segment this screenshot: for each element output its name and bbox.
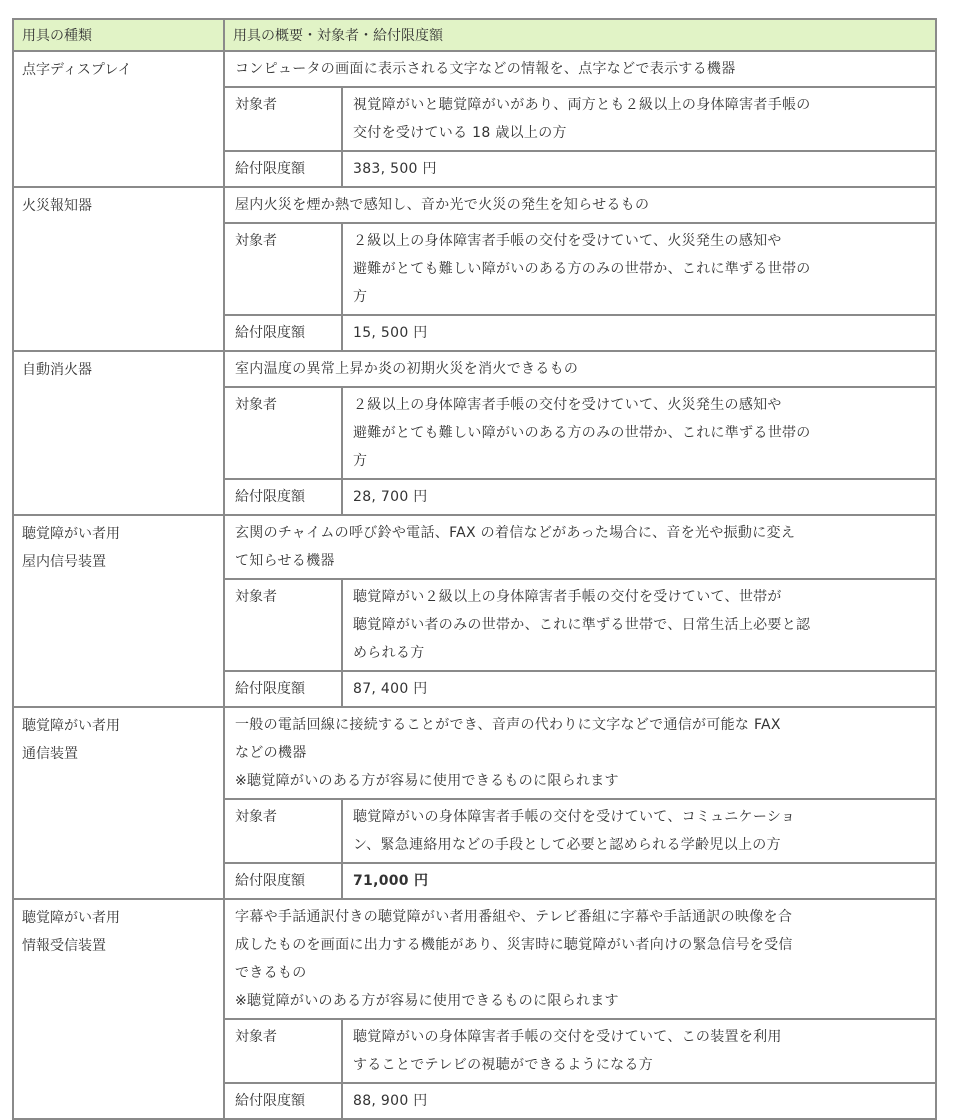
equipment-row xyxy=(13,351,936,515)
equipment-name-line: 屋内信号装置 xyxy=(22,554,106,570)
target-row xyxy=(225,578,935,670)
limit-label: 給付限度額 xyxy=(225,672,343,706)
target-label: 対象者 xyxy=(225,388,343,478)
equipment-row xyxy=(13,707,936,899)
target-line: 避難がとても難しい障がいのある方のみの世帯か、これに準ずる世帯の xyxy=(353,261,811,277)
equipment-name-line: 聴覚障がい者用 xyxy=(22,526,120,542)
target-value xyxy=(343,88,935,150)
limit-label: 給付限度額 xyxy=(225,864,343,898)
equipment-details xyxy=(224,187,936,351)
target-row xyxy=(225,386,935,478)
header-overview: 用具の概要・対象者・給付限度額 xyxy=(224,19,936,51)
description-line: 成したものを画面に出力する機能があり、災害時に聴覚障がい者向けの緊急信号を受信 xyxy=(235,937,793,953)
limit-row xyxy=(225,670,935,706)
equipment-description xyxy=(225,516,935,578)
equipment-row xyxy=(13,899,936,1119)
target-row xyxy=(225,798,935,862)
target-label: 対象者 xyxy=(225,580,343,670)
target-value xyxy=(343,580,935,670)
equipment-name-line: 情報受信装置 xyxy=(22,938,106,954)
equipment-name xyxy=(13,707,224,899)
description-line: コンピュータの画面に表示される文字などの情報を、点字などで表示する機器 xyxy=(235,61,736,77)
limit-label: 給付限度額 xyxy=(225,1084,343,1118)
description-line: 字幕や手話通訳付きの聴覚障がい者用番組や、テレビ番組に字幕や手話通訳の映像を合 xyxy=(235,909,793,925)
target-line: 方 xyxy=(353,453,368,469)
description-line: 室内温度の異常上昇か炎の初期火災を消火できるもの xyxy=(235,361,579,377)
target-line: 避難がとても難しい障がいのある方のみの世帯か、これに準ずる世帯の xyxy=(353,425,811,441)
target-line: ２級以上の身体障害者手帳の交付を受けていて、火災発生の感知や xyxy=(353,397,782,413)
target-label: 対象者 xyxy=(225,1020,343,1082)
equipment-row xyxy=(13,51,936,187)
limit-row xyxy=(225,862,935,898)
target-line: ２級以上の身体障害者手帳の交付を受けていて、火災発生の感知や xyxy=(353,233,782,249)
target-value xyxy=(343,388,935,478)
target-line: ン、緊急連絡用などの手段として必要と認められる学齢児以上の方 xyxy=(353,837,781,853)
equipment-row xyxy=(13,515,936,707)
description-line: ※聴覚障がいのある方が容易に使用できるものに限られます xyxy=(235,773,619,789)
equipment-name xyxy=(13,51,224,187)
equipment-name-line: 聴覚障がい者用 xyxy=(22,718,120,734)
equipment-details xyxy=(224,51,936,187)
target-line: 方 xyxy=(353,289,368,305)
target-line: 聴覚障がい者のみの世帯か、これに準ずる世帯で、日常生活上必要と認 xyxy=(353,617,811,633)
limit-amount: 71,000 円 xyxy=(353,873,429,889)
description-line: などの機器 xyxy=(235,745,307,761)
equipment-details xyxy=(224,515,936,707)
equipment-name-line: 聴覚障がい者用 xyxy=(22,910,120,926)
target-row xyxy=(225,222,935,314)
limit-row xyxy=(225,150,935,186)
target-label: 対象者 xyxy=(225,800,343,862)
limit-row xyxy=(225,314,935,350)
description-line: 屋内火災を煙か熱で感知し、音か光で火災の発生を知らせるもの xyxy=(235,197,650,213)
limit-label: 給付限度額 xyxy=(225,316,343,350)
limit-label: 給付限度額 xyxy=(225,480,343,514)
equipment-name xyxy=(13,515,224,707)
limit-row xyxy=(225,1082,935,1118)
equipment-name xyxy=(13,187,224,351)
table-header-row xyxy=(13,19,936,51)
equipment-description xyxy=(225,188,935,222)
equipment-row xyxy=(13,187,936,351)
equipment-details xyxy=(224,899,936,1119)
target-value xyxy=(343,1020,935,1082)
target-line: 聴覚障がいの身体障害者手帳の交付を受けていて、コミュニケーショ xyxy=(353,809,796,825)
equipment-name-line: 火災報知器 xyxy=(22,198,92,214)
target-label: 対象者 xyxy=(225,224,343,314)
equipment-name xyxy=(13,351,224,515)
equipment-table xyxy=(12,18,937,1120)
target-value xyxy=(343,224,935,314)
equipment-name xyxy=(13,899,224,1119)
limit-amount: 15, 500 円 xyxy=(353,325,428,341)
limit-amount: 87, 400 円 xyxy=(353,681,428,697)
target-line: 視覚障がいと聴覚障がいがあり、両方とも２級以上の身体障害者手帳の xyxy=(353,97,811,113)
target-label: 対象者 xyxy=(225,88,343,150)
description-line: できるもの xyxy=(235,965,307,981)
equipment-description xyxy=(225,708,935,798)
equipment-description xyxy=(225,900,935,1018)
limit-amount: 28, 700 円 xyxy=(353,489,428,505)
header-equipment-type: 用具の種類 xyxy=(13,19,224,51)
equipment-description xyxy=(225,352,935,386)
target-line: 聴覚障がい２級以上の身体障害者手帳の交付を受けていて、世帯が xyxy=(353,589,782,605)
equipment-details xyxy=(224,351,936,515)
equipment-name-line: 通信装置 xyxy=(22,746,78,762)
equipment-name-line: 自動消火器 xyxy=(22,362,92,378)
limit-amount: 383, 500 円 xyxy=(353,161,437,177)
target-line: 交付を受けている 18 歳以上の方 xyxy=(353,125,567,141)
description-line: 一般の電話回線に接続することができ、音声の代わりに文字などで通信が可能な FAX xyxy=(235,717,781,733)
equipment-description xyxy=(225,52,935,86)
limit-label: 給付限度額 xyxy=(225,152,343,186)
target-value xyxy=(343,800,935,862)
equipment-details xyxy=(224,707,936,899)
target-line: められる方 xyxy=(353,645,425,661)
description-line: 玄関のチャイムの呼び鈴や電話、FAX の着信などがあった場合に、音を光や振動に変え xyxy=(235,525,796,541)
limit-amount: 88, 900 円 xyxy=(353,1093,428,1109)
description-line: ※聴覚障がいのある方が容易に使用できるものに限られます xyxy=(235,993,619,1009)
limit-row xyxy=(225,478,935,514)
target-line: することでテレビの視聴ができるようになる方 xyxy=(353,1057,654,1073)
target-row xyxy=(225,86,935,150)
description-line: て知らせる機器 xyxy=(235,553,335,569)
equipment-name-line: 点字ディスプレイ xyxy=(22,62,132,78)
target-row xyxy=(225,1018,935,1082)
target-line: 聴覚障がいの身体障害者手帳の交付を受けていて、この装置を利用 xyxy=(353,1029,782,1045)
